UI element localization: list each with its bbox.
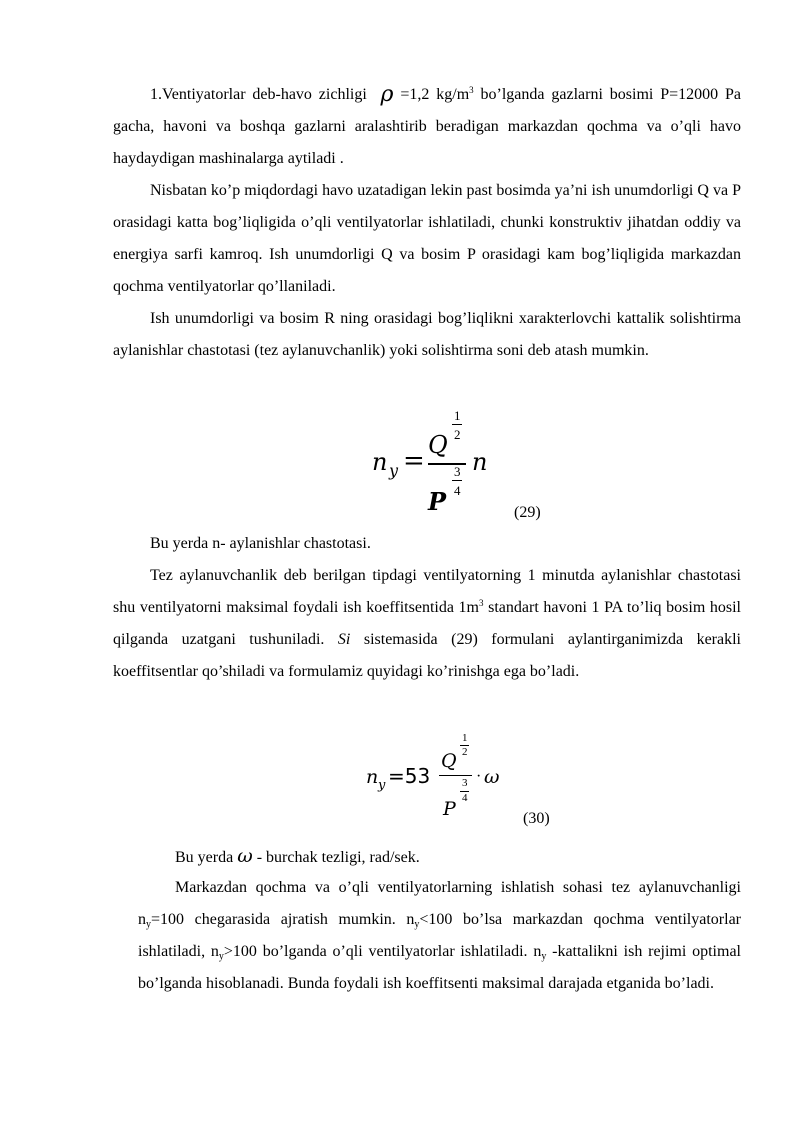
p3-text: Ish unumdorligi va bosim R ning orasidagi bog’liqlikni xarakterlovchi kattalik solishtirma aylanishlar chastotasi (tez aylanuvchanlik) yoki solishtirma soni deb atash mumkin. [113,310,741,359]
omega-symbol: ω [237,845,253,867]
p1-text-c: bo’lganda gazlarni bosimi P=12000 Pa gacha, havoni va boshqa gazlarni aralashtirib beradigan markazdan qochma va o’qli havo haydaydigan mashinalarga aytiladi . [113,86,742,167]
p4-text: Bu yerda n- aylanishlar chastotasi. [150,535,371,552]
p5-si-italic: Si [337,631,351,648]
p7-text-b: =100 chegarasida ajratish mumkin. n [151,911,415,928]
formula30-n: n [366,766,379,788]
formula29-Q: Q [428,431,448,459]
p5-text-b: standart havoni 1 PA to’liq bosim hosil qilganda uzatgani tushuniladi. [113,599,741,648]
paragraph-n-definition [113,528,741,560]
p7-text-c: <100 bo’lsa markazdan qochma ventilyatorlar ishlatiladi, n [138,911,741,960]
p7-text-d: >100 bo’lganda o’qli ventilyatorlar ishlatiladi. n [223,943,542,960]
paragraph-operating-range [138,872,741,1000]
formula29-Q-exp-bar [452,424,462,425]
formula30-dot: · [476,768,482,785]
formula30-Q: Q [441,750,457,772]
paragraph-specific-speed [113,303,741,367]
formula29-number: (29) [514,504,541,521]
p7-sub-1: y [146,919,151,930]
p6-text-a: Bu yerda [175,849,234,866]
p5-superscript: 3 [479,598,484,608]
formula29-P: P [428,487,447,516]
formula30-omega: ω [484,766,500,788]
paragraph-axial-fans [113,175,741,303]
p1-superscript: 3 [469,85,474,95]
formula30-number: (30) [523,810,550,827]
p6-text-b: - burchak tezligi, rad/sek. [252,849,420,866]
formula30-Q-exp-num: 1 [462,732,468,744]
formula29-P-exp-bar [452,480,462,481]
formula29-n: n [372,448,388,476]
p2-text: Nisbatan ko’p miqdordagi havo uzatadigan lekin past bosimda ya’ni ish unumdorligi Q va P orasidagi katta bog’liqligida o’qli ventilyatorlar ishlatiladi, chunki konstruktiv jihatdan oddiy va energiya sarfi kamroq. Ish unumdorligi Q va bosim P orasidagi kam bog’liqligida markazdan qochma ventilyatorlar qo’llaniladi. [113,182,741,295]
paragraph-omega-definition [175,840,741,874]
p1-text-a: 1.Ventiyatorlar deb-havo zichligi [150,86,367,103]
formula30-sub-y: y [378,778,386,793]
formula30-Q-exp-den: 2 [462,746,468,758]
formula29-Q-exp-den: 2 [454,427,461,442]
formula30-P-exp-num: 3 [462,777,468,789]
rho-symbol: ρ [380,82,394,107]
formula29-Q-exp-num: 1 [454,408,461,423]
p5-text-a: Tez aylanuvchanlik deb berilgan tipdagi ventilyatorning 1 minutda aylanishlar chastotasi shu ventilyatorni maksimal foydali ish koeffitsentida 1m [113,567,741,616]
formula29-equals: = [403,446,425,476]
p1-text-b: =1,2 kg/m [400,86,470,103]
formula29-n-right: n [472,448,488,476]
formula29-sub-y: y [389,461,399,480]
p7-sub-3: y [218,951,224,962]
p7-sub-2: y [414,919,420,930]
p5-text-c: sistemasida (29) formulani aylantirganimizda kerakli koeffitsentlar qo’shiladi va formulamiz quyidagi ko’rinishga ega bo’ladi. [113,631,742,680]
p7-text-e: -kattalikni ish rejimi optimal bo’lganda hisoblanadi. Bunda foydali ish koeffitsenti maksimal darajada etganida bo’ladi. [138,943,741,992]
formula29-P-exp-den: 4 [454,483,461,498]
paragraph-si-system [113,560,741,688]
formula30-P: P [443,798,456,820]
formula30-P-exp-den: 4 [462,792,468,804]
paragraph-definition [113,79,741,175]
p7-text-a: Markazdan qochma va o’qli ventilyatorlarning ishlatish sohasi tez aylanuvchanligi n [138,879,741,928]
formula29-P-exp-num: 3 [454,464,461,479]
formula30-equals-53: =53 [388,764,431,788]
p7-sub-4: y [541,951,547,962]
